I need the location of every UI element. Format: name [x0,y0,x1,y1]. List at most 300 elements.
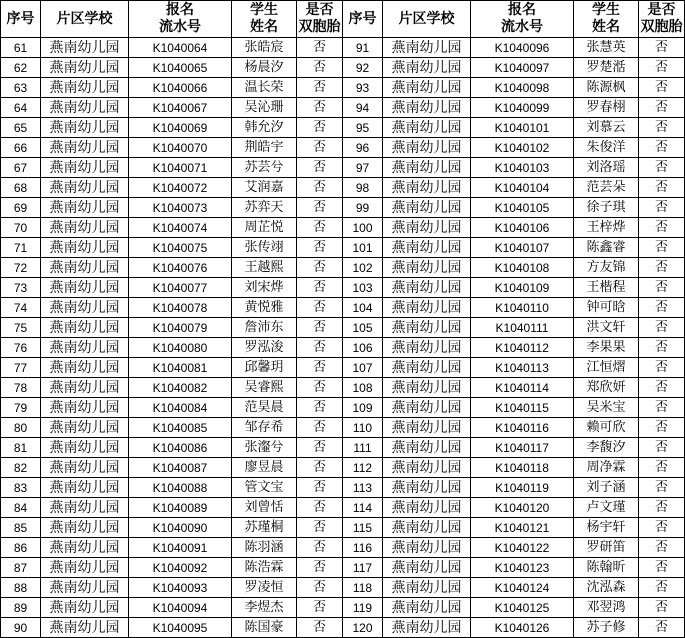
cell-student-name: 李煜杰 [232,598,297,618]
table-row [1,538,685,558]
cell-twins: 否 [297,338,343,358]
cell-student-name: 刘洛瑶 [574,158,639,178]
cell-school: 燕南幼儿园 [41,38,129,58]
cell-school: 燕南幼儿园 [383,318,471,338]
cell-serial: K1040065 [129,58,232,78]
cell-school: 燕南幼儿园 [383,498,471,518]
header-serial-line1: 报名 [166,2,194,18]
cell-seq: 97 [343,158,383,178]
cell-serial: K1040104 [471,178,574,198]
table-row [1,118,685,138]
cell-twins: 否 [297,318,343,338]
cell-seq: 78 [1,378,41,398]
cell-seq: 79 [1,398,41,418]
cell-serial: K1040106 [471,218,574,238]
cell-student-name: 罗楚湉 [574,58,639,78]
cell-student-name: 刘曾恬 [232,498,297,518]
cell-twins: 否 [297,198,343,218]
cell-school: 燕南幼儿园 [41,318,129,338]
cell-school: 燕南幼儿园 [383,538,471,558]
table-row [1,578,685,598]
table-row [1,558,685,578]
cell-school: 燕南幼儿园 [41,78,129,98]
cell-serial: K1040069 [129,118,232,138]
cell-school: 燕南幼儿园 [383,438,471,458]
cell-serial: K1040094 [129,598,232,618]
cell-student-name: 张瀣兮 [232,438,297,458]
cell-serial: K1040097 [471,58,574,78]
cell-twins: 否 [639,258,685,278]
table-row [1,398,685,418]
table-row [1,378,685,398]
cell-serial: K1040099 [471,98,574,118]
header-twins [639,1,685,38]
cell-twins: 否 [639,138,685,158]
cell-serial: K1040092 [129,558,232,578]
cell-serial: K1040112 [471,338,574,358]
cell-student-name: 张皓宸 [232,38,297,58]
cell-student-name: 陈国豪 [232,618,297,638]
cell-twins: 否 [639,38,685,58]
cell-serial: K1040073 [129,198,232,218]
cell-seq: 102 [343,258,383,278]
cell-school: 燕南幼儿园 [41,158,129,178]
cell-student-name: 黄悦雅 [232,298,297,318]
cell-student-name: 邓翌鸿 [574,598,639,618]
cell-student-name: 周净霖 [574,458,639,478]
cell-seq: 88 [1,578,41,598]
header-school: 片区学校 [383,1,471,38]
cell-seq: 92 [343,58,383,78]
cell-school: 燕南幼儿园 [41,118,129,138]
cell-twins: 否 [639,378,685,398]
cell-serial: K1040124 [471,578,574,598]
cell-school: 燕南幼儿园 [41,98,129,118]
cell-school: 燕南幼儿园 [41,558,129,578]
cell-seq: 85 [1,518,41,538]
cell-seq: 118 [343,578,383,598]
cell-serial: K1040067 [129,98,232,118]
header-serial-line2: 流水号 [159,19,201,35]
cell-serial: K1040115 [471,398,574,418]
cell-student-name: 刘慕云 [574,118,639,138]
cell-twins: 否 [297,578,343,598]
cell-serial: K1040126 [471,618,574,638]
cell-twins: 否 [639,518,685,538]
cell-school: 燕南幼儿园 [41,138,129,158]
cell-twins: 否 [639,178,685,198]
cell-seq: 117 [343,558,383,578]
header-row [1,1,685,38]
cell-twins: 否 [297,518,343,538]
table-row [1,98,685,118]
cell-student-name: 王越熙 [232,258,297,278]
cell-twins: 否 [297,158,343,178]
header-serial-line2: 流水号 [501,19,543,35]
cell-student-name: 温长荣 [232,78,297,98]
cell-student-name: 罗研笛 [574,538,639,558]
cell-twins: 否 [297,38,343,58]
cell-serial: K1040121 [471,518,574,538]
cell-twins: 否 [297,458,343,478]
table-row [1,518,685,538]
cell-twins: 否 [297,418,343,438]
cell-school: 燕南幼儿园 [41,618,129,638]
cell-seq: 109 [343,398,383,418]
cell-student-name: 赖可欣 [574,418,639,438]
cell-seq: 75 [1,318,41,338]
cell-student-name: 陈翰昕 [574,558,639,578]
cell-school: 燕南幼儿园 [41,218,129,238]
cell-serial: K1040098 [471,78,574,98]
cell-twins: 否 [297,98,343,118]
table-row [1,278,685,298]
cell-serial: K1040077 [129,278,232,298]
cell-school: 燕南幼儿园 [41,378,129,398]
cell-school: 燕南幼儿园 [383,598,471,618]
cell-school: 燕南幼儿园 [41,238,129,258]
cell-serial: K1040096 [471,38,574,58]
header-twins-line2: 双胞胎 [298,19,341,35]
cell-school: 燕南幼儿园 [383,298,471,318]
header-school: 片区学校 [41,1,129,38]
cell-serial: K1040088 [129,478,232,498]
cell-seq: 87 [1,558,41,578]
cell-student-name: 苏弈天 [232,198,297,218]
cell-seq: 74 [1,298,41,318]
header-name-line1: 学生 [250,2,278,18]
cell-twins: 否 [297,398,343,418]
cell-school: 燕南幼儿园 [383,178,471,198]
cell-twins: 否 [639,478,685,498]
cell-serial: K1040093 [129,578,232,598]
cell-twins: 否 [639,418,685,438]
cell-seq: 113 [343,478,383,498]
cell-school: 燕南幼儿园 [383,418,471,438]
cell-twins: 否 [639,158,685,178]
cell-twins: 否 [639,458,685,478]
cell-student-name: 苏子修 [574,618,639,638]
table-row [1,218,685,238]
cell-seq: 66 [1,138,41,158]
table-row [1,138,685,158]
cell-seq: 103 [343,278,383,298]
cell-student-name: 沈泓森 [574,578,639,598]
cell-student-name: 方友锦 [574,258,639,278]
cell-seq: 108 [343,378,383,398]
cell-student-name: 罗泓浚 [232,338,297,358]
cell-seq: 89 [1,598,41,618]
cell-serial: K1040101 [471,118,574,138]
table-row [1,238,685,258]
cell-school: 燕南幼儿园 [41,178,129,198]
cell-seq: 69 [1,198,41,218]
cell-school: 燕南幼儿园 [383,558,471,578]
cell-twins: 否 [297,218,343,238]
cell-twins: 否 [639,278,685,298]
cell-seq: 96 [343,138,383,158]
cell-serial: K1040114 [471,378,574,398]
cell-seq: 91 [343,38,383,58]
cell-seq: 101 [343,238,383,258]
cell-serial: K1040122 [471,538,574,558]
cell-student-name: 郑欣妍 [574,378,639,398]
cell-school: 燕南幼儿园 [383,138,471,158]
cell-student-name: 詹沛东 [232,318,297,338]
cell-school: 燕南幼儿园 [383,378,471,398]
cell-seq: 104 [343,298,383,318]
cell-student-name: 罗凌恒 [232,578,297,598]
cell-serial: K1040079 [129,318,232,338]
table-row [1,178,685,198]
cell-twins: 否 [297,618,343,638]
cell-student-name: 卢文瑾 [574,498,639,518]
cell-school: 燕南幼儿园 [383,358,471,378]
table-row [1,258,685,278]
cell-student-name: 范芸朵 [574,178,639,198]
cell-student-name: 王梓烨 [574,218,639,238]
cell-student-name: 艾润嘉 [232,178,297,198]
cell-school: 燕南幼儿园 [41,258,129,278]
cell-student-name: 陈羽涵 [232,538,297,558]
cell-serial: K1040110 [471,298,574,318]
cell-twins: 否 [639,538,685,558]
cell-twins: 否 [297,558,343,578]
cell-school: 燕南幼儿园 [383,478,471,498]
cell-student-name: 韩允汐 [232,118,297,138]
cell-student-name: 陈源枫 [574,78,639,98]
table-row [1,478,685,498]
cell-school: 燕南幼儿园 [41,58,129,78]
cell-twins: 否 [639,618,685,638]
header-seq: 序号 [343,1,383,38]
cell-student-name: 苏芸兮 [232,158,297,178]
cell-twins: 否 [639,218,685,238]
cell-serial: K1040064 [129,38,232,58]
cell-twins: 否 [639,498,685,518]
header-name-line1: 学生 [592,2,620,18]
cell-student-name: 邹存希 [232,418,297,438]
cell-serial: K1040090 [129,518,232,538]
cell-seq: 107 [343,358,383,378]
cell-twins: 否 [639,578,685,598]
cell-twins: 否 [297,138,343,158]
cell-serial: K1040105 [471,198,574,218]
cell-student-name: 王楷程 [574,278,639,298]
cell-serial: K1040078 [129,298,232,318]
cell-student-name: 吴沁珊 [232,98,297,118]
cell-seq: 81 [1,438,41,458]
cell-student-name: 李馥汐 [574,438,639,458]
cell-serial: K1040103 [471,158,574,178]
cell-seq: 115 [343,518,383,538]
cell-twins: 否 [639,558,685,578]
cell-school: 燕南幼儿园 [383,118,471,138]
cell-twins: 否 [297,438,343,458]
header-twins-line2: 双胞胎 [640,19,683,35]
header-twins [297,1,343,38]
cell-student-name: 管文宝 [232,478,297,498]
cell-student-name: 陈鑫睿 [574,238,639,258]
cell-twins: 否 [297,298,343,318]
header-serial [129,1,232,38]
header-seq: 序号 [1,1,41,38]
cell-school: 燕南幼儿园 [41,438,129,458]
cell-serial: K1040076 [129,258,232,278]
cell-seq: 76 [1,338,41,358]
cell-serial: K1040089 [129,498,232,518]
cell-student-name: 吴睿熙 [232,378,297,398]
table-row [1,358,685,378]
cell-school: 燕南幼儿园 [41,598,129,618]
header-name-line2: 姓名 [592,19,620,35]
cell-school: 燕南幼儿园 [383,218,471,238]
cell-twins: 否 [639,358,685,378]
cell-seq: 82 [1,458,41,478]
cell-twins: 否 [639,118,685,138]
cell-serial: K1040082 [129,378,232,398]
cell-seq: 86 [1,538,41,558]
table-row [1,498,685,518]
cell-serial: K1040125 [471,598,574,618]
cell-school: 燕南幼儿园 [383,278,471,298]
cell-seq: 63 [1,78,41,98]
cell-twins: 否 [297,178,343,198]
cell-serial: K1040072 [129,178,232,198]
table-row [1,58,685,78]
cell-serial: K1040075 [129,238,232,258]
cell-twins: 否 [639,58,685,78]
cell-twins: 否 [297,478,343,498]
cell-twins: 否 [639,198,685,218]
cell-school: 燕南幼儿园 [41,398,129,418]
cell-school: 燕南幼儿园 [383,198,471,218]
table-row [1,318,685,338]
cell-seq: 114 [343,498,383,518]
cell-school: 燕南幼儿园 [41,458,129,478]
cell-seq: 67 [1,158,41,178]
cell-school: 燕南幼儿园 [383,398,471,418]
cell-school: 燕南幼儿园 [41,518,129,538]
cell-serial: K1040120 [471,498,574,518]
cell-twins: 否 [297,118,343,138]
table-row [1,198,685,218]
cell-seq: 112 [343,458,383,478]
cell-serial: K1040107 [471,238,574,258]
cell-student-name: 范昊晨 [232,398,297,418]
cell-school: 燕南幼儿园 [383,98,471,118]
cell-serial: K1040066 [129,78,232,98]
cell-school: 燕南幼儿园 [383,258,471,278]
cell-student-name: 李果果 [574,338,639,358]
cell-seq: 98 [343,178,383,198]
cell-twins: 否 [297,58,343,78]
table-row [1,298,685,318]
cell-school: 燕南幼儿园 [383,78,471,98]
cell-serial: K1040102 [471,138,574,158]
cell-twins: 否 [297,538,343,558]
cell-twins: 否 [297,598,343,618]
cell-seq: 95 [343,118,383,138]
cell-school: 燕南幼儿园 [41,538,129,558]
cell-seq: 72 [1,258,41,278]
cell-student-name: 苏瑾桐 [232,518,297,538]
cell-student-name: 廖昱晨 [232,458,297,478]
cell-seq: 111 [343,438,383,458]
cell-seq: 93 [343,78,383,98]
cell-twins: 否 [297,258,343,278]
header-name-line2: 姓名 [250,19,278,35]
cell-twins: 否 [639,318,685,338]
cell-school: 燕南幼儿园 [41,578,129,598]
cell-student-name: 邱馨玥 [232,358,297,378]
cell-serial: K1040081 [129,358,232,378]
cell-serial: K1040111 [471,318,574,338]
header-name [574,1,639,38]
cell-serial: K1040108 [471,258,574,278]
cell-serial: K1040071 [129,158,232,178]
cell-serial: K1040085 [129,418,232,438]
cell-twins: 否 [297,498,343,518]
cell-school: 燕南幼儿园 [383,458,471,478]
cell-student-name: 陈浩霖 [232,558,297,578]
cell-seq: 73 [1,278,41,298]
header-serial-line1: 报名 [508,2,536,18]
cell-student-name: 钟可晗 [574,298,639,318]
cell-school: 燕南幼儿园 [41,358,129,378]
cell-twins: 否 [639,438,685,458]
cell-seq: 106 [343,338,383,358]
cell-seq: 83 [1,478,41,498]
cell-seq: 80 [1,418,41,438]
cell-seq: 68 [1,178,41,198]
header-twins-line1: 是否 [647,2,676,18]
cell-twins: 否 [297,278,343,298]
cell-student-name: 江恒熠 [574,358,639,378]
cell-school: 燕南幼儿园 [383,518,471,538]
cell-seq: 64 [1,98,41,118]
table-row [1,438,685,458]
cell-serial: K1040074 [129,218,232,238]
cell-seq: 77 [1,358,41,378]
cell-student-name: 周芷悦 [232,218,297,238]
cell-student-name: 徐子琪 [574,198,639,218]
cell-twins: 否 [639,238,685,258]
cell-serial: K1040091 [129,538,232,558]
cell-school: 燕南幼儿园 [383,58,471,78]
table-row [1,158,685,178]
cell-twins: 否 [297,358,343,378]
cell-student-name: 吴米宝 [574,398,639,418]
cell-seq: 116 [343,538,383,558]
cell-seq: 119 [343,598,383,618]
cell-seq: 61 [1,38,41,58]
header-twins-line1: 是否 [305,2,334,18]
cell-twins: 否 [297,78,343,98]
cell-student-name: 张传翊 [232,238,297,258]
cell-school: 燕南幼儿园 [383,578,471,598]
cell-student-name: 杨晨汐 [232,58,297,78]
cell-seq: 110 [343,418,383,438]
header-serial [471,1,574,38]
table-row [1,618,685,638]
cell-student-name: 杨宇轩 [574,518,639,538]
cell-seq: 105 [343,318,383,338]
cell-school: 燕南幼儿园 [41,338,129,358]
cell-twins: 否 [639,98,685,118]
cell-twins: 否 [297,378,343,398]
cell-seq: 120 [343,618,383,638]
